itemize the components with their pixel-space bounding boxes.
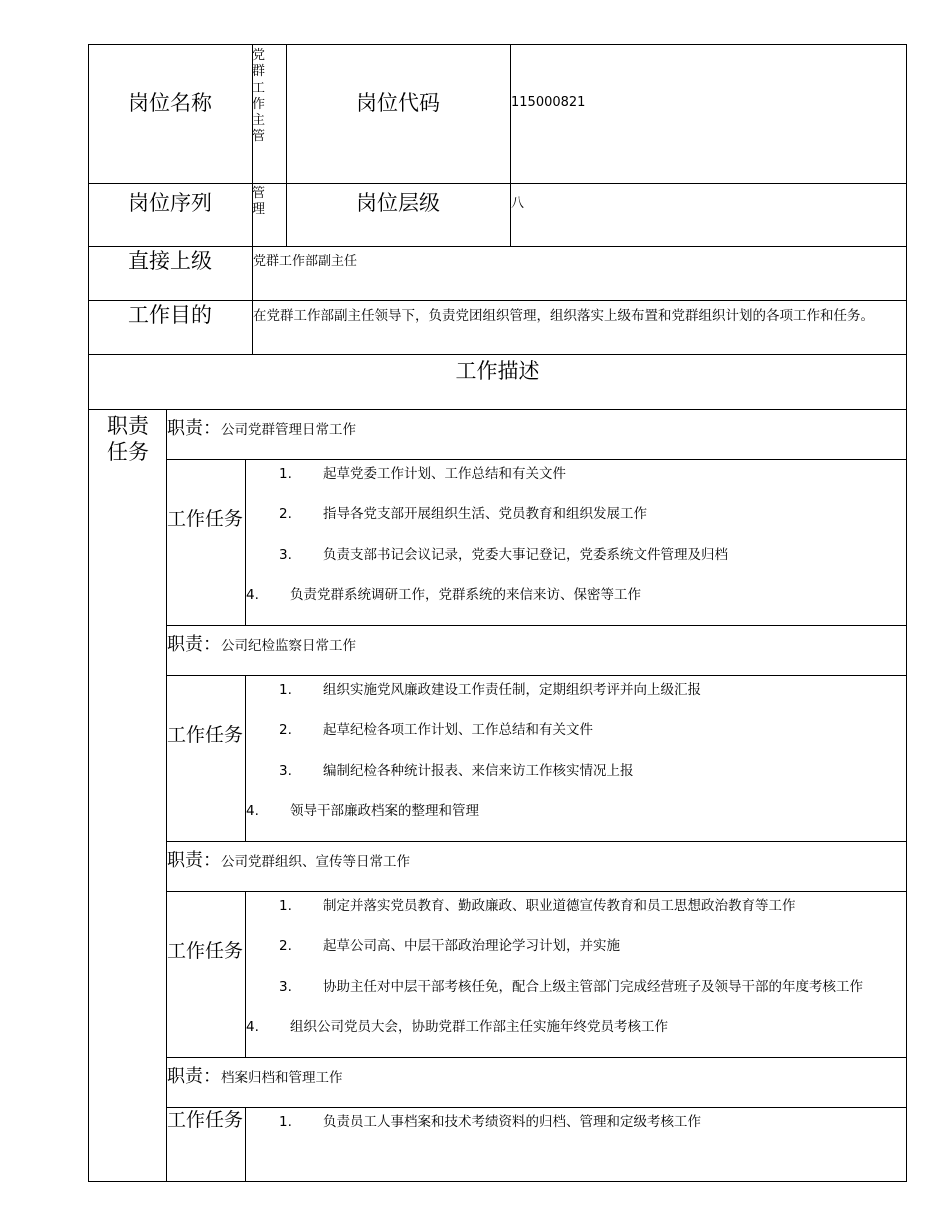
position-code-label: 岗位代码 xyxy=(356,91,440,115)
duty-text: 公司党群管理日常工作 xyxy=(221,422,356,438)
task-item: 3. 协助主任对中层干部考核任免，配合上级主管部门完成经营班子及领导干部的年度考核工作 xyxy=(279,979,863,995)
duty-text: 档案归档和管理工作 xyxy=(221,1070,343,1086)
duty-text: 公司纪检监察日常工作 xyxy=(221,638,356,654)
duty-section-1 xyxy=(167,414,356,440)
position-sequence-label: 岗位序列 xyxy=(128,191,212,215)
task-item: 4. 负责党群系统调研工作，党群系统的来信来访、保密等工作 xyxy=(246,587,641,603)
duty-text: 公司党群组织、宣传等日常工作 xyxy=(221,854,410,870)
task-label-1: 工作任务 xyxy=(166,508,243,530)
task-item: 4. 领导干部廉政档案的整理和管理 xyxy=(246,803,479,819)
position-name-value: 党群工作主管 xyxy=(252,48,266,145)
task-item: 3. 负责支部书记会议记录，党委大事记登记，党委系统文件管理及归档 xyxy=(279,547,728,563)
task-item: 2. 指导各党支部开展组织生活、党员教育和组织发展工作 xyxy=(279,506,647,522)
task-item: 1. 起草党委工作计划、工作总结和有关文件 xyxy=(279,466,566,482)
task-label-3: 工作任务 xyxy=(166,940,243,962)
duty-section-3 xyxy=(167,846,410,872)
duty-section-4 xyxy=(167,1062,343,1088)
position-code-value: 115000821 xyxy=(511,95,586,110)
position-name-label: 岗位名称 xyxy=(128,91,212,115)
work-description-title: 工作描述 xyxy=(455,359,540,383)
duty-prefix: 职责： xyxy=(167,634,221,655)
duty-prefix: 职责： xyxy=(167,418,221,439)
task-item: 3. 编制纪检各种统计报表、来信来访工作核实情况上报 xyxy=(279,763,634,779)
duty-column-label: 职责任务 xyxy=(107,414,149,465)
duty-prefix: 职责： xyxy=(167,1066,221,1087)
work-purpose-label: 工作目的 xyxy=(128,303,212,327)
task-item: 4. 组织公司党员大会，协助党群工作部主任实施年终党员考核工作 xyxy=(246,1019,668,1035)
position-sequence-value: 管理 xyxy=(252,186,266,218)
position-level-value: 八 xyxy=(511,196,525,211)
duty-section-2 xyxy=(167,630,356,656)
duty-prefix: 职责： xyxy=(167,850,221,871)
task-item: 2. 起草公司高、中层干部政治理论学习计划，并实施 xyxy=(279,938,620,954)
task-label-2: 工作任务 xyxy=(166,724,243,746)
task-item: 2. 起草纪检各项工作计划、工作总结和有关文件 xyxy=(279,722,593,738)
task-item: 1. 制定并落实党员教育、勤政廉政、职业道德宣传教育和员工思想政治教育等工作 xyxy=(279,898,796,914)
direct-superior-label: 直接上级 xyxy=(128,249,212,273)
task-label-4: 工作任务 xyxy=(166,1109,243,1131)
position-level-label: 岗位层级 xyxy=(356,191,440,215)
task-item: 1. 组织实施党风廉政建设工作责任制，定期组织考评并向上级汇报 xyxy=(279,682,701,698)
task-item: 1. 负责员工人事档案和技术考绩资料的归档、管理和定级考核工作 xyxy=(279,1114,701,1130)
direct-superior-value: 党群工作部副主任 xyxy=(253,254,358,269)
work-purpose-value: 在党群工作部副主任领导下，负责党团组织管理，组织落实上级布置和党群组织计划的各项工作和任务。 xyxy=(253,308,874,324)
